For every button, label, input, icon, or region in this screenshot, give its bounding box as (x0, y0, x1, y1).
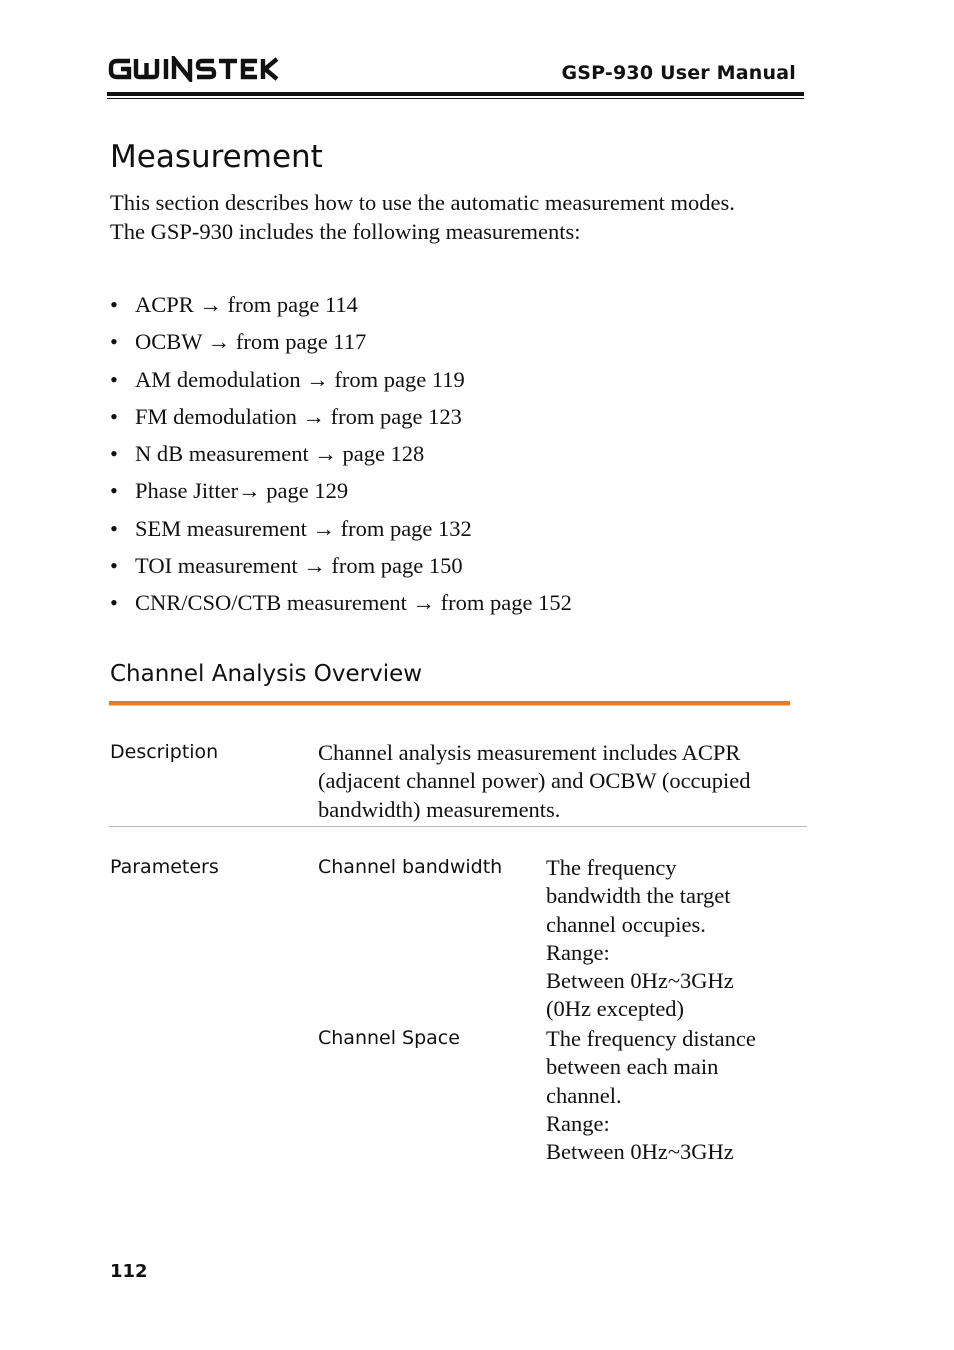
bullet-icon: • (110, 478, 118, 504)
parameter-line: channel occupies. (546, 911, 706, 937)
list-item-text: ACPR → from page 114 (135, 292, 358, 317)
logo-graphic (108, 56, 280, 82)
parameter-line: bandwidth the target (546, 883, 731, 909)
list-item[interactable] (110, 551, 572, 588)
list-item[interactable] (110, 476, 572, 513)
list-item-text: CNR/CSO/CTB measurement → from page 152 (135, 590, 572, 616)
list-item-text: N dB measurement → page 128 (135, 441, 425, 467)
parameter-line: Between 0Hz~3GHz (546, 1139, 734, 1165)
list-item-text: OCBW → from page 117 (135, 329, 367, 355)
bullet-icon: • (110, 590, 118, 616)
bullet-icon: • (110, 292, 118, 317)
subsection-accent-rule-shadow (109, 705, 790, 706)
subsection-title: Channel Analysis Overview (110, 661, 423, 687)
bullet-icon: • (110, 553, 118, 579)
measurement-list (110, 290, 572, 626)
description-label: Description (110, 741, 219, 763)
list-item[interactable] (110, 290, 572, 327)
bullet-icon: • (110, 329, 118, 355)
parameter-description-channel-space (546, 1025, 796, 1166)
parameter-line: Range: (546, 939, 610, 965)
row-divider (109, 826, 807, 827)
parameter-line: (0Hz excepted) (546, 996, 685, 1022)
list-item-text: TOI measurement → from page 150 (135, 553, 463, 579)
bullet-icon: • (110, 441, 118, 467)
list-item-text: AM demodulation → from page 119 (135, 366, 465, 392)
page-number: 112 (110, 1261, 148, 1282)
parameters-label: Parameters (110, 856, 219, 878)
list-item-text: Phase Jitter→ page 129 (135, 478, 349, 504)
parameter-description-channel-bandwidth (546, 854, 796, 1024)
list-item[interactable] (110, 439, 572, 476)
parameter-name-channel-bandwidth: Channel bandwidth (318, 856, 503, 878)
list-item[interactable] (110, 365, 572, 402)
parameter-line: The frequency distance (546, 1026, 756, 1051)
gw-instek-logo (108, 56, 280, 87)
bullet-icon: • (110, 403, 118, 429)
bullet-icon: • (110, 366, 118, 392)
parameter-line: channel. (546, 1082, 622, 1108)
parameter-line: Range: (546, 1110, 610, 1136)
parameter-name-channel-space: Channel Space (318, 1027, 460, 1049)
list-item-text: FM demodulation → from page 123 (135, 403, 462, 429)
list-item[interactable] (110, 514, 572, 551)
section-title: Measurement (110, 139, 323, 175)
header-rule-thin (107, 98, 804, 99)
document-title: GSP-930 User Manual (561, 62, 796, 84)
header-rule (107, 92, 804, 96)
bullet-icon: • (110, 515, 118, 541)
list-item[interactable] (110, 588, 572, 625)
list-item-text: SEM measurement → from page 132 (135, 515, 472, 541)
parameter-line: between each main (546, 1054, 719, 1080)
description-text: Channel analysis measurement includes ACPR (adjacent channel power) and OCBW (occupied bandwidth) measurements. (318, 740, 751, 822)
list-item[interactable] (110, 327, 572, 364)
list-item[interactable] (110, 402, 572, 439)
parameter-line: Between 0Hz~3GHz (546, 968, 734, 994)
parameter-line: The frequency (546, 855, 677, 880)
intro-paragraph: This section describes how to use the automatic measurement modes. The GSP-930 includes the following measurements: (110, 190, 735, 244)
